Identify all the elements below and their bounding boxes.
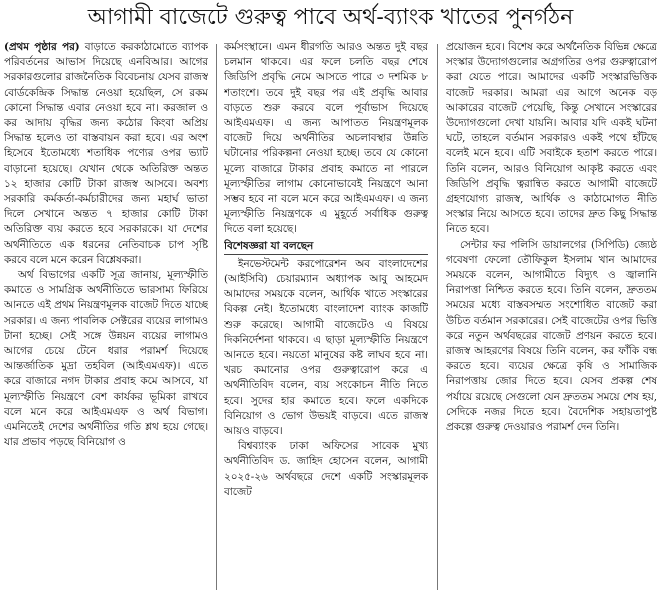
article-column-2 [224,40,428,594]
paragraph-text: বাড়াতে করকাঠামোতে ব্যাপক পরিবর্তনের আভাস দিয়েছে এনবিআর। আগের সরকারগুলোর রাজনৈতিক বিবেচনায় যেসব রাজস্ব বোর্ডকেন্দ্রিক সিদ্ধান্ত নেওয়া হয়েছিল, সে রকম কোনো সিদ্ধান্ত এবার নেওয়া হবে না। করজাল ও কর আদায় বৃদ্ধির জন্য কঠোর কিংবা অপ্রিয় সিদ্ধান্ত হলেও তা বাস্তবায়ন করা হবে। এর অংশ হিসেবে ইতোমধ্যে শতাধিক পণ্যের ওপর ভ্যাট বাড়ানো হয়েছে। যেখান থেকে অতিরিক্ত অন্তত ১২ হাজার কোটি টাকা রাজস্ব আসবে। অবশ্য সরকারি কর্মকর্তা-কর্মচারীদের জন্য মহার্ঘ ভাতা দিলে সেখানে অন্তত ৭ হাজার কোটি টাকা অতিরিক্ত ব্যয় করতে হবে সরকারকে। যা দেশের অর্থনীতিতে এক ধরনের নেতিবাচক চাপ সৃষ্টি করবে বলে মনে করেন বিশ্লেষকরা। [4,41,208,266]
paragraph: ইনভেস্টমেন্ট করপোরেশন অব বাংলাদেশের (আইসিবি) চেয়ারম্যান অধ্যাপক আবু আহমেদ আমাদের সময়কে বলেন, আর্থিক খাতে সংস্কারের বিকল্প নেই। ইতোমধ্যে বাংলাদেশ ব্যাংক কাজটি শুরু করেছে। আগামী বাজেটেও এ বিষয়ে দিকনির্দেশনা থাকবে। এ ছাড়া মূল্যস্ফীতি নিয়ন্ত্রণে আনতে হবে। নয়তো মানুষের কষ্ট লাঘব হবে না। খরচ কমানোর ওপর গুরুত্বারোপ করে এ অর্থনীতিবিদ বলেন, ব্যয় সংকোচন নীতি নিতে হবে। সুদের হার কমাতে হবে। ফলে একদিকে বিনিয়োগ ও ভোগ উভয়ই বাড়বে। এতে রাজস্ব আয়ও বাড়বে। [224,257,428,438]
section-subheading: বিশেষজ্ঞরা যা বলছেন [224,239,428,255]
paragraph: প্রয়োজন হবে। বিশেষ করে অর্থনৈতিক বিভিন্ন ক্ষেত্রে সংস্কার উদ্যোগগুলোর অগ্রগতির ওপর গুরুত্বারোপ করা যেতে পারে। আমাদের একটি সংস্কারভিত্তিক বাজেট দরকার। আমরা এর আগে অনেক বড় আকারের বাজেট পেয়েছি, কিন্তু সেখানে সংস্কারের উদ্যোগগুলো দেখা যায়নি। আবার যদি একই ঘটনা ঘটে, তাহলে বর্তমান সরকারও একই পথে হাঁটছে বলেই মনে হবে। এটি সবাইকে হতাশ করতে পারে। তিনি বলেন, আরও বিনিয়োগ আকৃষ্ট করতে এবং জিডিপি প্রবৃদ্ধি ত্বরান্বিত করতে আগামী বাজেটে গ্রহণযোগ্য রাজস্ব, আর্থিক ও কাঠামোগত নীতি সংস্কার নিয়ে আসতে হবে। তাদের দ্রুত কিছু সিদ্ধান্ত নিতে হবে। [446,41,657,236]
headline: আগামী বাজেটে গুরুত্ব পাবে অর্থ-ব্যাংক খাতের পুনর্গঠন [87,5,574,30]
paragraph: কর্মসংস্থানে। এমন ধীরগতি আরও অন্তত দুই বছর চলমান থাকবে। এর ফলে চলতি বছর শেষে জিডিপি প্রবৃদ্ধি নেমে আসতে পারে ৩ দশমিক ৮ শতাংশে। তবে দুই বছর পর এই প্রবৃদ্ধি আবার বাড়তে শুরু করবে বলে পূর্বাভাস দিয়েছে আইএমএফ। এ জন্য আপাতত নিয়ন্ত্রণমূলক বাজেট দিয়ে অর্থনীতির অচলাবস্থার উন্নতি ঘটানোর পরিকল্পনা নেওয়া হচ্ছে। তবে যে কোনো মূল্যে বাজারে টাকার প্রবাহ কমাতে না পারলে মূল্যস্ফীতির লাগাম কোনোভাবেই নিয়ন্ত্রণে আনা সম্ভব হবে না বলে মনে করে আইএমএফ। এ জন্য মূল্যস্ফীতি নিয়ন্ত্রণকে এ মুহূর্তে সর্বাধিক গুরুত্ব দিতে বলা হয়েছে। [224,41,428,236]
article-column-3 [446,40,657,594]
continuation-marker: (প্রথম পৃষ্ঠার পর) [4,41,80,53]
paragraph: অর্থ বিভাগের একটি সূত্র জানায়, মূল্যস্ফীতি কমাতে ও সামগ্রিক অর্থনীতিতে ভারসাম্য ফিরিয়ে আনতে এই প্রথম নিয়ন্ত্রণমূলক বাজেট দিতে যাচ্ছে সরকার। এ জন্য পাবলিক সেক্টরের ব্যয়ের লাগামও টানা হচ্ছে। সেই সঙ্গে উন্নয়ন ব্যয়ের লাগামও আগের চেয়ে টেনে ধরার পরামর্শ দিয়েছে আন্তর্জাতিক মুদ্রা তহবিল (আইএমএফ)। এতে করে বাজারে নগদ টাকার প্রবাহ কমে আসবে, যা মূল্যস্ফীতি নিয়ন্ত্রণে বেশ কার্যকর ভূমিকা রাখবে বলে মনে করে আইএমএফ ও অর্থ বিভাগ। এমনিতেই দেশের অর্থনীতির গতি শ্লথ হয়ে গেছে। যার প্রভাব পড়ছে বিনিয়োগ ও [4,269,208,449]
article-column-1 [4,40,208,594]
paragraph: সেন্টার ফর পলিসি ডায়ালগের (সিপিডি) জ্যেষ্ঠ গবেষণা ফেলো তৌফিকুল ইসলাম খান আমাদের সময়কে বলেন, আগামীতে বিদ্যুৎ ও জ্বালানি নিরাপত্তা নিশ্চিত করতে হবে। তিনি বলেন, দ্রুততম সময়ের মধ্যে বাস্তবসম্মত সংশোধিত বাজেট করা উচিত বর্তমান সরকারের। সেই বাজেটের ওপর ভিত্তি করে নতুন অর্থবছরের বাজেট প্রণয়ন করতে হবে। রাজস্ব আহরণের বিষয়ে তিনি বলেন, কর ফাঁকি বন্ধ করতে হবে। ব্যয়ের ক্ষেত্রে কৃষি ও সামাজিক নিরাপত্তায় জোর দিতে হবে। যেসব প্রকল্প শেষ পর্যায়ে রয়েছে সেগুলো যেন দ্রুততম সময়ে শেষ হয়, সেদিকে নজর দিতে হবে। বৈদেশিক সহায়তাপুষ্ট প্রকল্পে গুরুত্ব দেওয়ারও পরামর্শ দেন তিনি। [446,238,657,434]
paragraph [4,40,208,268]
column-divider-2 [437,44,438,590]
column-divider-1 [216,44,217,590]
paragraph: বিশ্বব্যাংক ঢাকা অফিসের সাবেক মুখ্য অর্থনীতিবিদ ড. জাহিদ হোসেন বলেন, আগামী ২০২৫-২৬ অর্থবছরে দেশে একটি সংস্কারমূলক বাজেট [224,440,428,498]
